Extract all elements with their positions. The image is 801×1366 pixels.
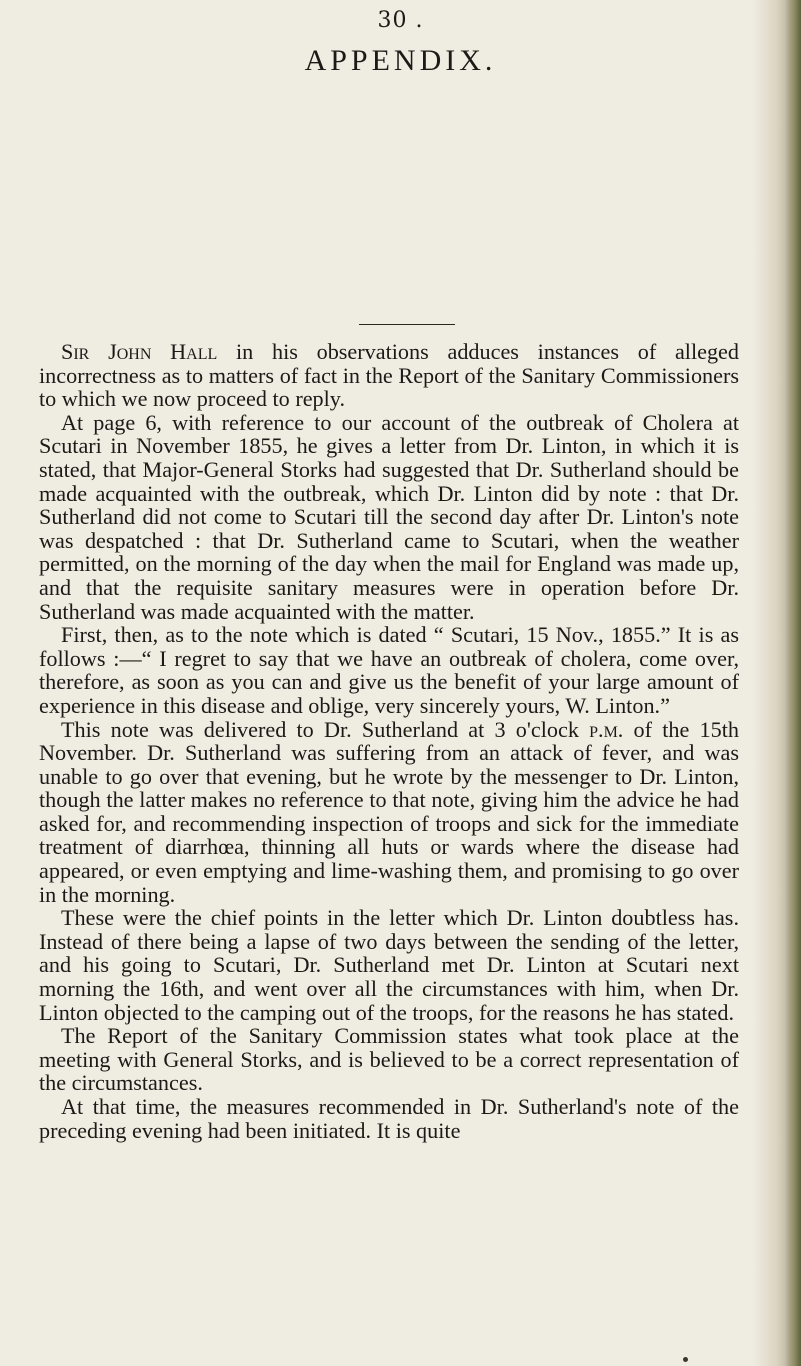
heading-divider [359,324,455,325]
p1-lead-all: all [186,339,218,364]
p1-text: in his observations adduces instances of alleged incorrectness as to matters of fact in the Report of the Sanitary Commissioners to which we now proceed to reply. [39,339,740,412]
p4-text-before: This note was delivered to Dr. Sutherland at 3 o'clock [61,716,590,742]
p4-pm: p.m. [589,716,624,742]
paragraph-7: At that time, the measures recommended in Dr. Sutherland's note of the preceding evening had been initiated. It is quite [39,1094,739,1143]
p1-lead-s: S [61,339,74,364]
appendix-heading: APPENDIX. [304,44,497,77]
paragraph-2: At page 6, with reference to our account of the outbreak of Cholera at Scutari in November 1855, he gives a letter from Dr. Linton, in which it is stated, that Major-General Storks had suggested that Dr. Sutherland should be made acquainted with the outbreak, which Dr. Linton did by note : that Dr. Sutherland did not come to Scutari till the second day after Dr. Linton's note was despatched : that Dr. Sutherland came to Scutari, when the weather permitted, on the morning of the day when the mail for England was made up, and that the requisite sanitary measures were in operation before Dr. Sutherland was made acquainted with the matter. [39,409,739,624]
paragraph-5: These were the chief points in the letter which Dr. Linton doubtless has. Instead of there being a lapse of two days between the sending of the letter, and his going to Scutari, Dr. Sutherland met Dr. Linton at Scutari next morning the 16th, and went over all the circumstances with him, when Dr. Linton objected to the camping out of the troops, for the reasons he has stated. [39,905,739,1025]
p1-lead-j: J [89,339,117,364]
paragraph-3: First, then, as to the note which is dated “ Scutari, 15 Nov., 1855.” It is as follows :—“ I regret to say that we have an outbreak of cholera, come over, therefore, as soon as you can and give us the benefit of your large amount of experience in this disease and oblige, very sincerely yours, W. Linton.” [39,622,739,718]
page-number: 30 . [377,8,424,33]
page-edge-shadow [785,0,801,1366]
paragraph-4 [39,718,739,907]
paragraph-1 [39,340,739,411]
p1-lead-h: H [151,339,187,364]
ink-speck [683,1357,688,1362]
p4-text-after: of the 15th November. Dr. Sutherland was suffering from an attack of fever, and was unable to go over that evening, but he wrote by the messenger to Dr. Linton, though the latter makes no reference to that note, giving him the advice he had asked for, and recommending inspection of troops and sick for the immediate treatment of diarrhœa, thinning all huts or wards where the disease had appeared, or even emptying and lime-washing them, and promising to go over in the morning. [39,716,739,907]
p1-lead-ohn: ohn [116,339,152,364]
paragraph-6: The Report of the Sanitary Commission states what took place at the meeting with General Storks, and is believed to be a correct representation of the circumstances. [39,1023,739,1096]
p1-lead-ir: ir [73,339,90,364]
appendix-body [39,340,739,1142]
